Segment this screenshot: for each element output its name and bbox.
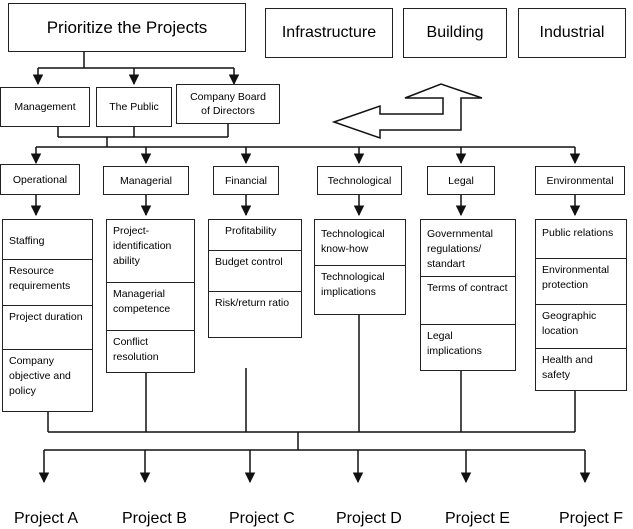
sector-infrastructure — [265, 8, 393, 58]
project-c-label: Project C — [229, 510, 295, 527]
sector-building — [403, 8, 507, 58]
criterion-label: Managerial — [120, 174, 172, 187]
criterion-technological — [317, 166, 402, 195]
sector-label: Infrastructure — [281, 24, 377, 41]
operational-subcriteria — [2, 219, 93, 412]
list-item: Resource requirements — [3, 259, 92, 309]
sector-industrial — [518, 8, 626, 58]
criterion-label: Operational — [12, 173, 68, 186]
stakeholder-label: The Public — [109, 101, 159, 113]
project-b-label: Project B — [122, 510, 187, 527]
list-item: Health and safety — [536, 348, 626, 390]
list-item: Project duration — [3, 305, 92, 351]
financial-subcriteria — [208, 219, 302, 338]
stakeholder-management — [0, 87, 90, 127]
list-item: Managerial competence — [107, 282, 194, 330]
list-item: Budget control — [209, 250, 301, 291]
legal-subcriteria — [420, 219, 516, 371]
sector-label: Industrial — [539, 24, 605, 41]
project-e-label: Project E — [445, 510, 510, 527]
list-item: Staffing — [9, 235, 45, 247]
list-item: Legal implications — [421, 324, 515, 370]
title-box — [8, 3, 246, 52]
stakeholder-board — [176, 84, 280, 124]
stakeholder-label: Company Board of Directors — [190, 91, 266, 117]
criterion-managerial — [103, 166, 189, 195]
criterion-environmental — [535, 166, 625, 195]
criterion-label: Legal — [448, 174, 474, 187]
criterion-legal — [427, 166, 495, 195]
criterion-operational — [0, 164, 80, 195]
list-item: Governmental regulations/ standart — [427, 228, 493, 270]
bidirectional-hollow-arrow — [334, 84, 482, 138]
list-item: Technological implications — [315, 265, 405, 314]
list-item: Company objective and policy — [3, 349, 92, 411]
project-a-label: Project A — [14, 510, 79, 527]
environmental-subcriteria — [535, 219, 627, 391]
list-item: Conflict resolution — [107, 330, 194, 372]
page-title: Prioritize the Projects — [46, 17, 208, 37]
list-item: Project-identification ability — [113, 225, 172, 267]
managerial-subcriteria — [106, 219, 195, 373]
list-item: Profitability — [225, 225, 277, 237]
list-item: Geographic location — [536, 304, 626, 348]
list-item: Risk/return ratio — [209, 291, 301, 337]
stakeholder-label: Management — [14, 101, 76, 113]
criterion-financial — [213, 166, 279, 195]
project-d-label: Project D — [336, 510, 402, 527]
criterion-label: Environmental — [546, 174, 614, 187]
project-f-label: Project F — [559, 510, 624, 527]
list-item: Technological know-how — [321, 228, 385, 255]
criterion-label: Financial — [224, 174, 268, 187]
list-item: Terms of contract — [421, 276, 515, 324]
technological-subcriteria — [314, 219, 406, 315]
criterion-label: Technological — [327, 174, 392, 187]
stakeholder-public — [96, 87, 172, 127]
sector-label: Building — [426, 24, 484, 41]
list-item: Public relations — [542, 227, 614, 239]
list-item: Environmental protection — [536, 258, 626, 304]
